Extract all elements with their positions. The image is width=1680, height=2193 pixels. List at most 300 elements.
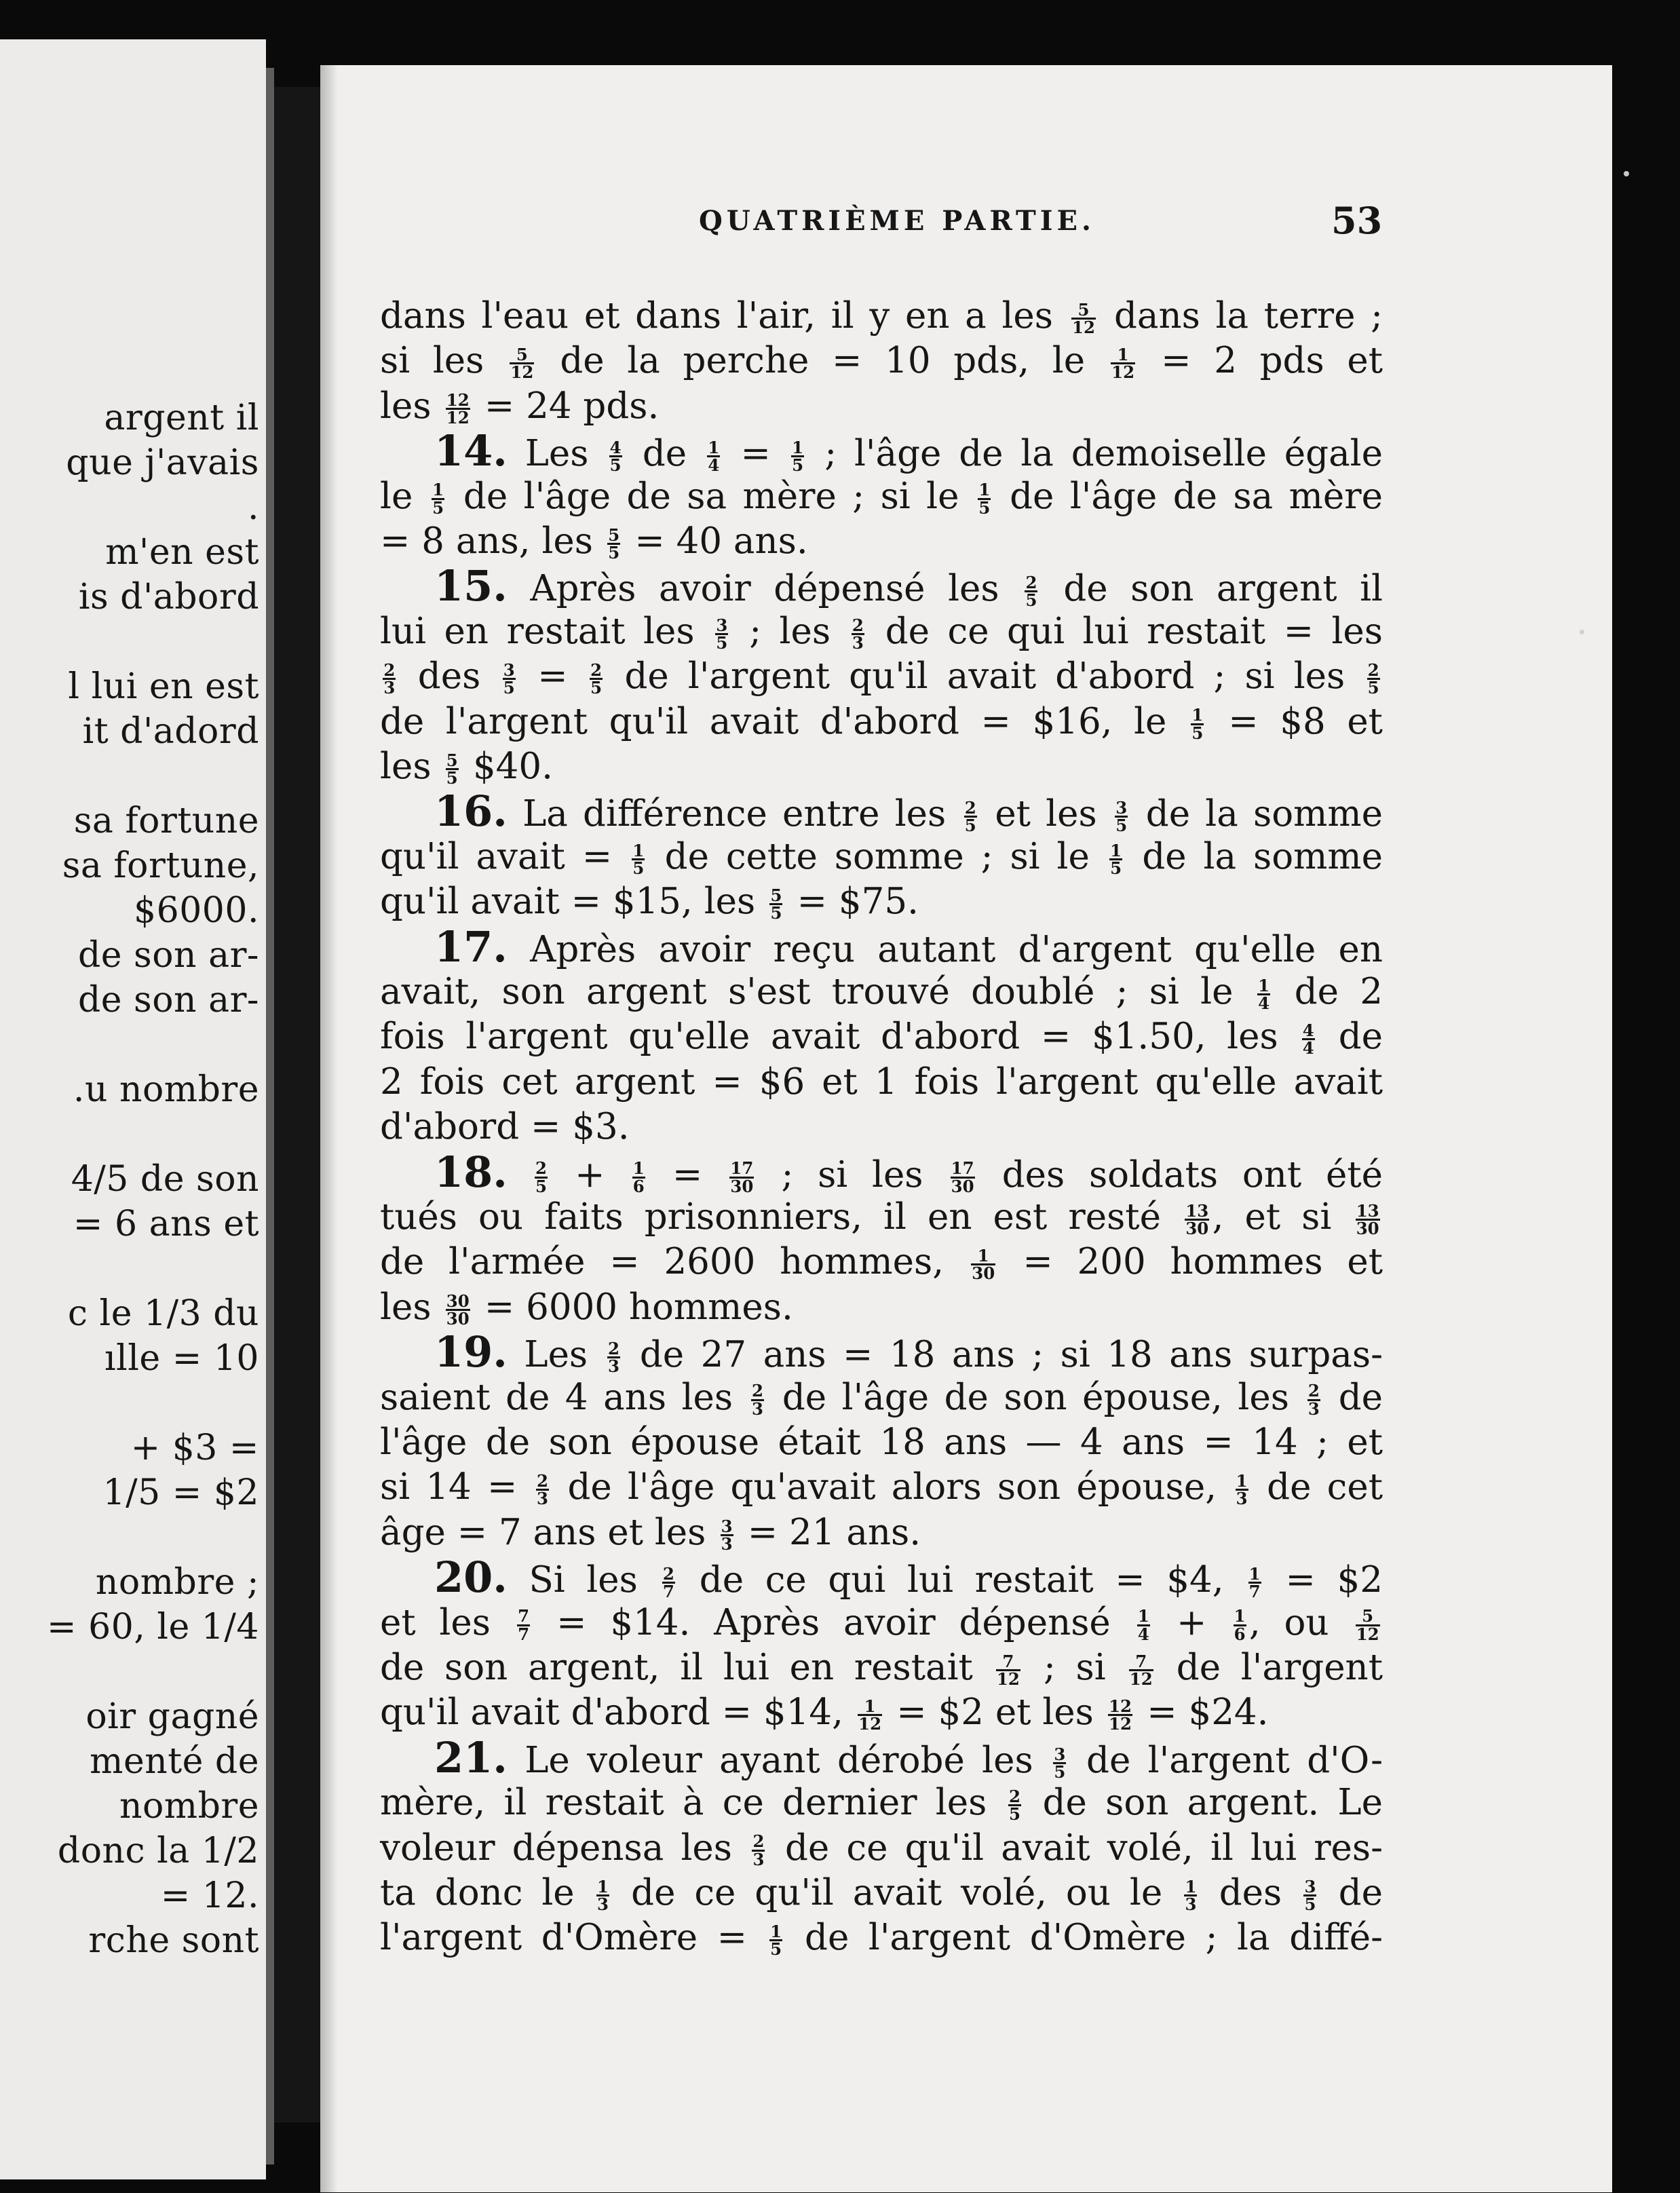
fraction-numerator: 2: [852, 615, 864, 635]
text-line: [434, 786, 1383, 837]
text-run: âge = 7 ans et les: [380, 1511, 718, 1553]
fraction: [1185, 1200, 1209, 1238]
facing-page-line: de son ar-: [77, 980, 259, 1021]
fraction-numerator: 1: [596, 1876, 609, 1896]
text-run: dans l'eau et dans l'air, il y en a les: [380, 295, 1069, 337]
facing-page-line: c le 1/3 du: [67, 1293, 259, 1334]
fraction-denominator: 7: [662, 1582, 674, 1602]
text-run: = 40 ans.: [623, 520, 808, 562]
fraction-numerator: 1: [432, 480, 444, 500]
text-run: et les: [380, 1601, 514, 1643]
fraction-numerator: 1: [708, 438, 720, 458]
text-run: de: [1323, 1376, 1383, 1418]
text-run: [508, 1154, 532, 1196]
text-line: [434, 426, 1383, 476]
text-run: +: [1153, 1601, 1231, 1643]
fraction-denominator: 5: [446, 768, 458, 788]
facing-page-line: $6000.: [134, 890, 259, 931]
problem-number: 21.: [434, 1732, 508, 1782]
text-run: +: [550, 1153, 630, 1196]
text-line: [380, 1510, 1383, 1555]
text-run: de la perche = 10 pds, le: [537, 340, 1108, 382]
text-run: de cet: [1251, 1466, 1383, 1508]
text-run: Les: [507, 1334, 605, 1376]
text-run: , ou: [1248, 1601, 1353, 1643]
fraction-numerator: 3: [716, 615, 728, 635]
fraction-numerator: 3: [1115, 798, 1128, 818]
fraction-numerator: 17: [730, 1158, 754, 1179]
page-edge-shadow: [320, 65, 338, 2192]
fraction-numerator: 13: [1356, 1200, 1379, 1221]
fraction-denominator: 5: [792, 455, 804, 476]
fraction-numerator: 2: [751, 1381, 763, 1401]
text-run: = $24.: [1135, 1692, 1269, 1734]
text-line: [380, 1465, 1383, 1510]
text-run: = 6000 hommes.: [473, 1286, 793, 1328]
text-run: de 27 ans = 18 ans ; si 18 ans surpas-: [623, 1334, 1383, 1376]
text-run: les: [380, 1286, 443, 1328]
page-gutter: [266, 68, 274, 2165]
text-line: [380, 835, 1383, 879]
fraction-numerator: 1: [632, 840, 645, 860]
text-run: =: [518, 655, 587, 698]
text-line: [380, 1060, 1383, 1105]
text-run: = $75.: [785, 881, 919, 923]
fraction: [721, 1516, 733, 1554]
text-run: Après avoir dépensé les: [507, 568, 1023, 610]
text-line: [380, 474, 1383, 519]
facing-page-line: ılle = 10: [104, 1338, 259, 1379]
text-line: [380, 744, 1383, 789]
fraction-numerator: 1: [792, 438, 804, 458]
text-line: [380, 1690, 1383, 1735]
fraction-denominator: 5: [1115, 816, 1128, 836]
fraction-denominator: 5: [1054, 1761, 1066, 1782]
fraction-denominator: 5: [632, 858, 645, 878]
text-line: [380, 1871, 1383, 1915]
facing-page-line: 1/5 = $2: [102, 1472, 259, 1513]
fraction-numerator: 5: [608, 525, 620, 545]
fraction: [1111, 345, 1135, 383]
fraction-denominator: 30: [1356, 1219, 1379, 1238]
fraction: [632, 840, 645, 878]
scan-speck: [1624, 171, 1629, 176]
fraction: [383, 660, 396, 698]
fraction: [996, 1651, 1020, 1689]
text-run: qu'il avait =: [380, 835, 630, 877]
problem-number: 17.: [434, 921, 508, 972]
fraction-denominator: 3: [852, 632, 864, 653]
text-run: ; si les: [757, 1153, 948, 1196]
text-run: de 2: [1273, 971, 1383, 1012]
text-run: = 200 hommes et: [998, 1241, 1383, 1283]
fraction: [632, 1160, 645, 1194]
text-line: [380, 879, 1383, 924]
fraction-numerator: 2: [662, 1564, 674, 1584]
text-run: = 2 pds et: [1138, 340, 1383, 382]
fraction: [1356, 1606, 1380, 1644]
text-run: de la somme: [1125, 835, 1383, 877]
fraction-denominator: 4: [1302, 1038, 1314, 1059]
text-run: voleur dépensa les: [380, 1827, 750, 1869]
text-run: mère, il restait à ce dernier les: [380, 1782, 1006, 1824]
fraction: [1248, 1564, 1261, 1602]
fraction: [503, 660, 516, 698]
fraction-numerator: 7: [1002, 1651, 1014, 1671]
text-line: [380, 1014, 1383, 1059]
fraction-numerator: 1: [1248, 1564, 1261, 1584]
fraction-numerator: 13: [1185, 1200, 1209, 1221]
fraction-numerator: 5: [516, 345, 528, 365]
fraction: [1234, 1606, 1246, 1644]
text-run: =: [648, 1153, 727, 1196]
text-run: = $2: [1263, 1559, 1383, 1601]
text-run: de l'argent qu'il avait d'abord = $16, le: [380, 700, 1188, 742]
scan-speck: [1580, 630, 1584, 634]
fraction-denominator: 5: [1191, 723, 1204, 743]
text-run: de l'âge de sa mère ; si le: [447, 475, 975, 517]
fraction-numerator: 2: [1367, 660, 1379, 681]
text-line: [380, 1780, 1383, 1825]
fraction-denominator: 12: [510, 362, 534, 383]
text-run: fois l'argent qu'elle avait d'abord = $1.50, les: [380, 1016, 1299, 1058]
fraction: [951, 1160, 975, 1194]
book-binding: [274, 87, 322, 2122]
fraction: [1257, 975, 1270, 1013]
text-run: , et si: [1212, 1196, 1353, 1238]
fraction-numerator: 5: [1077, 299, 1090, 320]
fraction-denominator: 3: [752, 1849, 765, 1869]
fraction-denominator: 5: [535, 1176, 547, 1196]
text-run: de l'argent: [1156, 1647, 1383, 1688]
facing-page-line: = 12.: [160, 1875, 259, 1916]
facing-page-line: nombre: [119, 1786, 259, 1827]
text-run: de l'âge de son épouse, les: [767, 1376, 1305, 1418]
fraction: [971, 1246, 995, 1284]
text-line: [380, 609, 1383, 654]
problem-number: 16.: [434, 786, 508, 837]
fraction: [1356, 1200, 1380, 1238]
fraction-denominator: 6: [632, 1176, 645, 1196]
text-run: de son argent, il lui en restait: [380, 1647, 993, 1688]
text-run: de: [1319, 1872, 1383, 1913]
text-run: ; les: [731, 610, 849, 652]
fraction-denominator: 5: [770, 1939, 782, 1960]
fraction: [1071, 299, 1096, 337]
fraction: [852, 617, 864, 651]
text-run: de ce qu'il avait volé, il lui res-: [767, 1827, 1383, 1869]
text-line: [434, 921, 1383, 972]
fraction-denominator: 5: [978, 497, 991, 518]
fraction-denominator: 5: [1008, 1804, 1020, 1825]
fraction-numerator: 30: [446, 1291, 470, 1311]
text-run: Les: [507, 433, 607, 475]
text-run: La différence entre les: [507, 793, 961, 835]
facing-page-line: de son ar-: [77, 935, 259, 976]
facing-page-line: .: [247, 487, 259, 528]
fraction: [535, 1160, 548, 1194]
fraction-numerator: 5: [446, 750, 458, 770]
page-number: 53: [1331, 199, 1383, 242]
fraction-denominator: 3: [1185, 1894, 1197, 1914]
fraction-numerator: 5: [770, 885, 782, 906]
fraction-denominator: 3: [536, 1489, 548, 1509]
fraction-numerator: 2: [1025, 573, 1037, 593]
text-run: d'abord = $3.: [380, 1106, 630, 1148]
fraction-numerator: 4: [609, 438, 622, 458]
fraction-numerator: 2: [1008, 1787, 1020, 1807]
fraction: [1303, 1876, 1316, 1914]
text-run: Après avoir reçu autant d'argent qu'elle en: [507, 928, 1383, 970]
fraction-denominator: 6: [1234, 1624, 1246, 1644]
text-run: ; si: [1023, 1647, 1126, 1688]
fraction-numerator: 2: [535, 1158, 547, 1179]
fraction-denominator: 7: [1248, 1582, 1261, 1602]
text-run: de ce qu'il avait volé, ou le: [612, 1872, 1182, 1913]
text-run: de l'argent d'Omère ; la diffé-: [785, 1917, 1383, 1959]
fraction-denominator: 5: [964, 816, 976, 836]
fraction: [1307, 1381, 1320, 1419]
fraction-denominator: 7: [518, 1624, 530, 1644]
text-run: si les: [380, 340, 508, 382]
fraction-numerator: 1: [977, 1246, 989, 1266]
text-run: le: [380, 475, 429, 517]
text-line: [434, 1147, 1383, 1197]
fraction-numerator: 1: [1258, 975, 1270, 995]
fraction-numerator: 2: [608, 1339, 619, 1359]
fraction-denominator: 5: [590, 678, 603, 698]
fraction-denominator: 4: [708, 455, 720, 476]
fraction-denominator: 12: [858, 1714, 882, 1734]
text-run: les: [380, 385, 443, 427]
facing-page-line: rche sont: [88, 1920, 259, 1961]
text-run: de l'âge de sa mère: [993, 475, 1383, 517]
text-run: les: [380, 746, 443, 787]
text-run: de ce qui lui restait = les: [867, 610, 1383, 652]
running-head: QUATRIÈME PARTIE.: [699, 205, 1095, 237]
fraction: [1025, 573, 1037, 611]
text-run: ; l'âge de la demoiselle égale: [807, 433, 1383, 475]
fraction-denominator: 5: [770, 903, 782, 923]
text-run: l'âge de son épouse était 18 ans — 4 ans = 14 ; et: [380, 1422, 1383, 1463]
problem-number: 20.: [434, 1552, 508, 1603]
text-line: [434, 561, 1383, 611]
text-run: des soldats ont été: [977, 1153, 1383, 1196]
fraction: [1053, 1744, 1066, 1782]
text-run: ta donc le: [380, 1872, 594, 1913]
fraction-numerator: 1: [1234, 1606, 1246, 1626]
fraction-numerator: 2: [590, 660, 603, 681]
fraction: [1302, 1021, 1315, 1059]
fraction-denominator: 12: [1072, 318, 1095, 337]
fraction: [769, 1922, 782, 1960]
fraction-denominator: 5: [432, 497, 444, 518]
text-run: 2 fois cet argent = $6 et 1 fois l'argent qu'elle avait: [380, 1061, 1383, 1103]
fraction: [596, 1876, 609, 1914]
fraction-numerator: 2: [752, 1831, 765, 1852]
text-line: [380, 519, 1383, 564]
fraction-denominator: 12: [1109, 1714, 1132, 1734]
facing-page-left: [0, 39, 266, 2179]
facing-page-line: oir gagné: [85, 1696, 259, 1737]
text-run: tués ou faits prisonniers, il en est resté: [380, 1196, 1182, 1238]
text-run: si 14 =: [380, 1466, 533, 1508]
fraction-numerator: 17: [951, 1158, 974, 1179]
fraction: [510, 345, 534, 383]
fraction-denominator: 30: [446, 1308, 470, 1329]
text-run: de: [1318, 1016, 1383, 1058]
fraction: [517, 1606, 530, 1644]
text-line: [380, 1375, 1383, 1420]
text-run: de l'armée = 2600 hommes,: [380, 1241, 968, 1283]
text-run: des: [1200, 1872, 1301, 1913]
fraction: [590, 660, 603, 698]
text-run: Le voleur ayant dérobé les: [507, 1739, 1050, 1781]
fraction-denominator: 5: [1025, 590, 1037, 611]
text-line: [380, 700, 1383, 744]
problem-number: 19.: [434, 1327, 508, 1377]
facing-page-line: argent il: [104, 398, 259, 438]
fraction: [751, 1381, 764, 1419]
text-run: $40.: [461, 746, 553, 787]
fraction: [1109, 840, 1122, 878]
text-run: et les: [980, 793, 1112, 835]
fraction: [1184, 1876, 1197, 1914]
fraction: [536, 1471, 549, 1509]
fraction-denominator: 12: [1129, 1669, 1153, 1689]
text-line: [380, 1195, 1383, 1240]
facing-page-line: = 60, le 1/4: [47, 1607, 259, 1647]
fraction-numerator: 1: [1185, 1876, 1197, 1896]
fraction-numerator: 1: [1110, 840, 1122, 860]
text-line: [380, 384, 1383, 429]
fraction-denominator: 30: [1185, 1219, 1209, 1238]
fraction-numerator: 1: [1191, 705, 1204, 725]
fraction: [1191, 705, 1204, 743]
fraction: [446, 752, 459, 786]
fraction: [715, 617, 728, 651]
fraction: [707, 438, 720, 476]
fraction: [752, 1833, 765, 1867]
text-line: [380, 654, 1383, 699]
fraction: [1108, 1698, 1132, 1732]
fraction-numerator: 2: [536, 1471, 548, 1491]
facing-page-line: donc la 1/2: [57, 1831, 259, 1871]
fraction-numerator: 1: [978, 480, 991, 500]
facing-page-line: 4/5 de son: [71, 1159, 259, 1200]
fraction-numerator: 5: [1362, 1606, 1374, 1626]
fraction-denominator: 30: [972, 1263, 995, 1284]
fraction-numerator: 1: [632, 1158, 645, 1179]
fraction: [432, 480, 444, 518]
fraction-denominator: 3: [721, 1533, 733, 1554]
fraction-denominator: 30: [951, 1176, 974, 1196]
fraction: [769, 885, 782, 923]
text-line: [380, 1240, 1383, 1284]
fraction-denominator: 5: [609, 455, 622, 476]
text-line: [380, 1420, 1383, 1465]
fraction: [1129, 1651, 1153, 1689]
text-line: [380, 1645, 1383, 1690]
facing-page-line: menté de: [90, 1741, 259, 1782]
fraction: [607, 527, 620, 560]
text-run: Si les: [507, 1559, 660, 1601]
fraction-numerator: 2: [964, 798, 976, 818]
fraction-numerator: 1: [770, 1922, 782, 1942]
fraction: [446, 1293, 470, 1327]
fraction-denominator: 3: [1307, 1398, 1320, 1419]
fraction-denominator: 12: [446, 407, 470, 427]
fraction-denominator: 12: [1111, 362, 1135, 383]
fraction-numerator: 2: [383, 660, 396, 681]
fraction: [1137, 1606, 1150, 1644]
text-line: [380, 970, 1383, 1014]
fraction-denominator: 5: [716, 632, 728, 653]
fraction-numerator: 7: [518, 1606, 530, 1626]
text-line: [380, 294, 1383, 339]
fraction-denominator: 5: [1110, 858, 1122, 878]
text-run: des: [398, 655, 500, 698]
fraction-denominator: 5: [1367, 678, 1379, 698]
text-run: de l'âge qu'avait alors son épouse,: [552, 1466, 1233, 1508]
fraction: [729, 1160, 754, 1194]
text-run: de ce qui lui restait = $4,: [678, 1559, 1246, 1601]
fraction: [607, 1339, 620, 1377]
text-run: qu'il avait = $15, les: [380, 881, 767, 923]
text-run: de l'argent qu'il avait d'abord ; si les: [605, 655, 1364, 698]
text-run: = 8 ans, les: [380, 520, 605, 562]
text-run: de la somme: [1130, 793, 1383, 835]
facing-page-line: nombre ;: [95, 1562, 259, 1603]
text-run: = $8 et: [1206, 700, 1383, 742]
fraction-denominator: 5: [503, 678, 515, 698]
text-run: avait, son argent s'est trouvé doublé ; si le: [380, 971, 1255, 1012]
text-line: [380, 1285, 1383, 1330]
text-line: [380, 1915, 1383, 1960]
text-line: [434, 1327, 1383, 1377]
facing-page-line: + $3 =: [130, 1428, 259, 1468]
fraction: [1008, 1787, 1021, 1825]
text-line: [380, 1826, 1383, 1871]
facing-page-line: sa fortune,: [62, 845, 259, 886]
text-run: = 24 pds.: [473, 385, 660, 427]
fraction-numerator: 2: [1307, 1381, 1320, 1401]
text-run: = $14. Après avoir dépensé: [533, 1601, 1134, 1643]
fraction-numerator: 7: [1135, 1651, 1147, 1671]
problem-number: 14.: [434, 426, 508, 476]
facing-page-line: .u nombre: [73, 1069, 259, 1110]
facing-page-line: sa fortune: [73, 801, 259, 841]
text-run: =: [723, 433, 788, 475]
text-run: de l'argent d'O-: [1069, 1739, 1383, 1781]
fraction: [446, 389, 470, 427]
fraction: [978, 480, 991, 518]
fraction: [858, 1698, 882, 1732]
fraction-numerator: 1: [1137, 1606, 1149, 1626]
text-run: de son argent il: [1040, 568, 1383, 610]
fraction-numerator: 1: [864, 1696, 876, 1717]
fraction-denominator: 3: [751, 1398, 763, 1419]
text-line: [380, 339, 1383, 383]
facing-page-line: que j'avais: [66, 442, 259, 483]
text-run: lui en restait les: [380, 610, 713, 652]
fraction-denominator: 4: [1137, 1624, 1149, 1644]
text-run: = $2 et les: [885, 1692, 1105, 1734]
fraction-numerator: 12: [1109, 1696, 1132, 1717]
facing-page-line: is d'abord: [78, 577, 259, 617]
text-line: [434, 1732, 1383, 1782]
problem-number: 18.: [434, 1147, 508, 1197]
